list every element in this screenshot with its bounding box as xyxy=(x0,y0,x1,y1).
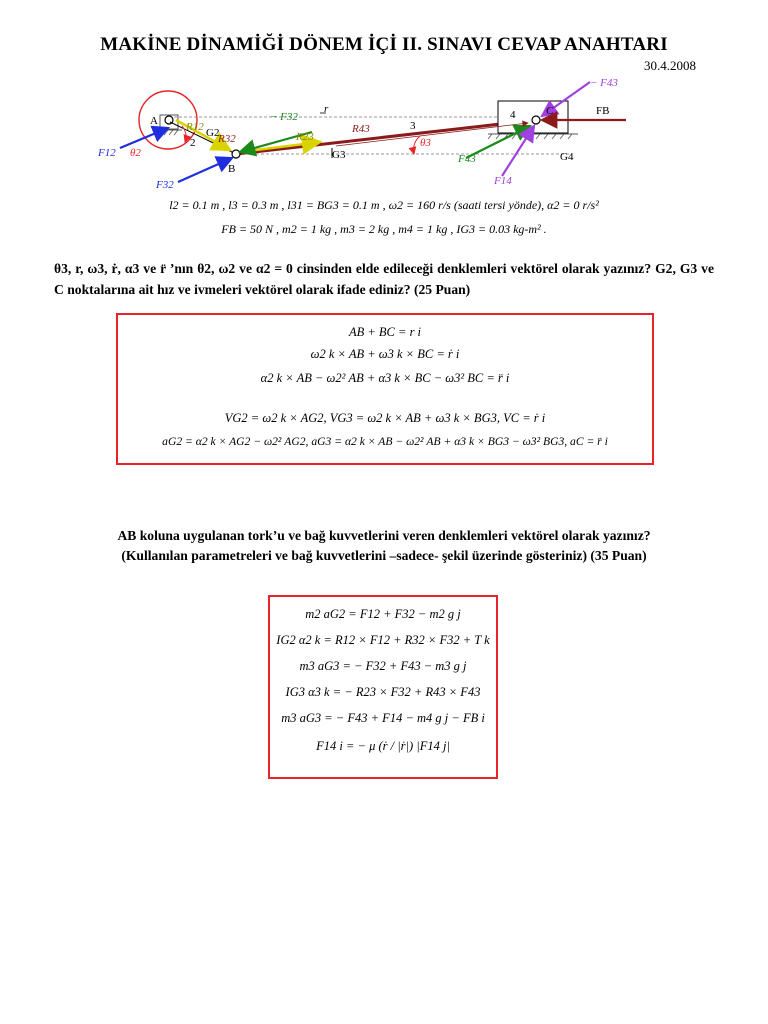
equation-link3-moment: IG3 α3 k = − R23 × F32 + R43 × F43 xyxy=(285,685,481,699)
mechanism-figure xyxy=(90,70,650,198)
equation-accelerations: aG2 = α2 k × AG2 − ω2² AG2, aG3 = α2 k × AB − ω2² AB + α3 k × BG3 − ω3² BG3, aC = r̈ i xyxy=(162,435,608,448)
answer-box-1 xyxy=(116,313,654,465)
joint-c xyxy=(532,116,540,124)
label-g2: G2 xyxy=(206,127,220,139)
label-link4: 4 xyxy=(510,109,516,121)
label-a: A xyxy=(150,115,158,127)
label-r23: R23 xyxy=(296,131,314,143)
equation-loop-acceleration: α2 k × AB − ω2² AB + α3 k × BC − ω3² BC = r̈ i xyxy=(260,371,510,385)
label-fb: FB xyxy=(596,105,610,117)
given-parameters-line2: FB = 50 N , m2 = 1 kg , m3 = 2 kg , m4 = 1 kg , IG3 = 0.03 kg-m² . xyxy=(221,222,547,236)
question-2 xyxy=(0,526,768,566)
exam-date: 30.4.2008 xyxy=(644,58,696,73)
label-f12: F12 xyxy=(98,147,116,159)
label-r32: R32 xyxy=(218,133,236,145)
question-2-line2: (Kullanılan parametreleri ve bağ kuvvetlerini –sadece- şekil üzerinde gösteriniz) (35 Puan) xyxy=(121,548,647,563)
arrow-f12 xyxy=(120,128,168,148)
equation-link3-force: m3 aG3 = − F32 + F43 − m3 g j xyxy=(299,659,467,673)
label-r43: R43 xyxy=(352,123,370,135)
equation-loop-velocity: ω2 k × AB + ω3 k × BC = ṙ i xyxy=(310,347,460,361)
label-f14: F14 xyxy=(494,175,512,187)
label-link3: 3 xyxy=(410,120,416,132)
question-1: θ3, r, ω3, ṙ, α3 ve r̈ ’nın θ2, ω2 ve α2 = 0 cinsinden elde edileceği denklemleri vektörel olarak yazınız? G2, G3 ve C noktalarına ait hız ve ivmeleri vektörel olarak ifade ediniz? (25 Puan) xyxy=(54,261,714,297)
label-link2: 2 xyxy=(190,137,196,149)
label-theta2: θ2 xyxy=(130,147,141,159)
label-r: r xyxy=(324,103,329,115)
equation-link2-force: m2 aG2 = F12 + F32 − m2 g j xyxy=(305,607,461,621)
label-c: C xyxy=(546,105,554,117)
label-r12: R12 xyxy=(186,121,204,133)
label-neg-f43: − F43 xyxy=(590,77,618,89)
given-parameters-line1: l2 = 0.1 m , l3 = 0.3 m , l31 = BG3 = 0.1 m , ω2 = 160 r/s (saati tersi yönde), α2 = 0 r/s² xyxy=(169,198,599,212)
equation-friction: F14 i = − μ (ṙ / |ṙ|) |F14 j| xyxy=(316,739,450,753)
label-b: B xyxy=(228,163,236,175)
link-3 xyxy=(236,120,536,154)
arrow-f32 xyxy=(178,158,232,182)
page-title: MAKİNE DİNAMİĞİ DÖNEM İÇİ II. SINAVI CEVAP ANAHTARI xyxy=(100,34,668,55)
question-2-line1: AB koluna uygulanan tork’u ve bağ kuvvetlerini veren denklemleri vektörel olarak yazınız? xyxy=(117,528,651,543)
label-g4: G4 xyxy=(560,151,574,163)
answer-box-2 xyxy=(268,595,498,779)
equation-slider-force: m3 aG3 = − F43 + F14 − m4 g j − FB i xyxy=(281,711,485,725)
joint-b xyxy=(232,150,240,158)
label-theta3: θ3 xyxy=(420,137,431,149)
equation-loop-position: AB + BC = r i xyxy=(348,325,422,339)
label-neg-f32: − F32 xyxy=(270,111,298,123)
equation-link2-moment: IG2 α2 k = R12 × F12 + R32 × F32 + T k xyxy=(276,633,490,647)
label-g3: G3 xyxy=(332,149,346,161)
label-f32: F32 xyxy=(156,179,174,191)
label-f43: F43 xyxy=(458,153,476,165)
equation-velocities: VG2 = ω2 k × AG2, VG3 = ω2 k × AB + ω3 k × BG3, VC = ṙ i xyxy=(224,411,546,425)
